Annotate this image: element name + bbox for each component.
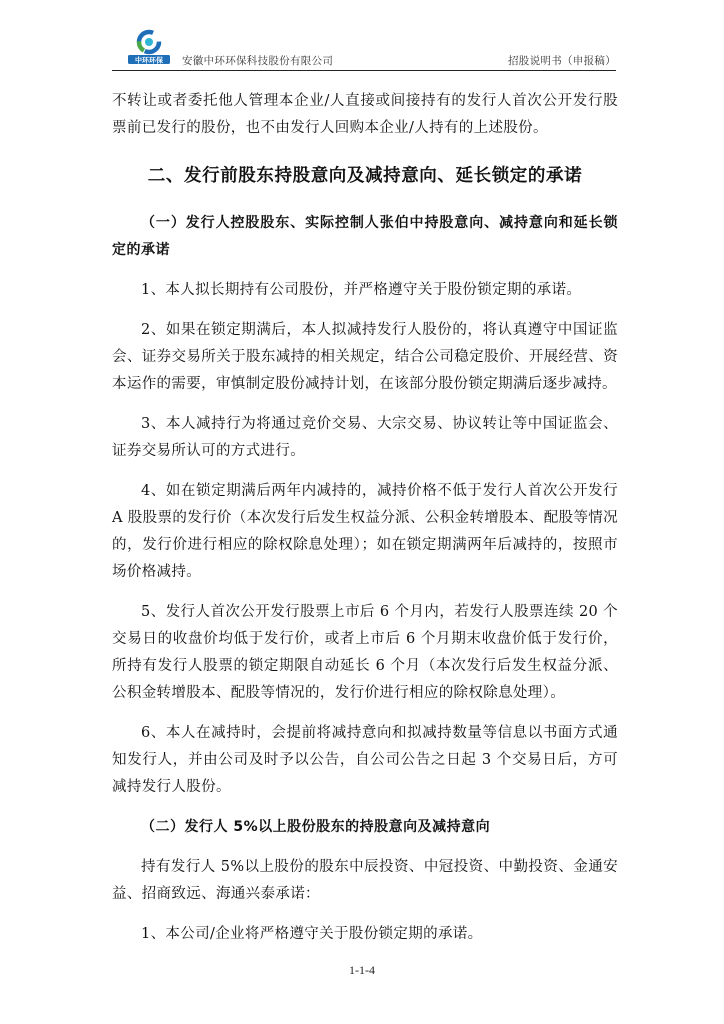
- logo-text: 中环环保: [135, 56, 163, 65]
- commitment-item-4: 4、如在锁定期满后两年内减持的，减持价格不低于发行人首次公开发行 A 股股票的发行价（本次发行后发生权益分派、公积金转增股本、配股等情况的，发行价进行相应的除权除息处理）；如在锁定期满两年后减持的，按照市场价格减持。: [112, 483, 618, 580]
- company-name: 安徽中环环保科技股份有限公司: [182, 55, 334, 67]
- commitment-item-6: 6、本人在减持时，会提前将减持意向和拟减持数量等信息以书面方式通知发行人，并由公司及时予以公告，自公司公告之日起 3 个交易日后，方可减持发行人股份。: [112, 725, 618, 795]
- shareholder-commitment-1: 1、本公司/企业将严格遵守关于股份锁定期的承诺。: [141, 926, 483, 942]
- page-header: [112, 26, 616, 71]
- page-body: [112, 88, 618, 961]
- commitment-item-3: 3、本人减持行为将通过竞价交易、大宗交易、协议转让等中国证监会、证券交易所认可的方式进行。: [112, 416, 618, 459]
- commitment-item-1: 1、本人拟长期持有公司股份，并严格遵守关于股份锁定期的承诺。: [141, 282, 582, 298]
- paragraph-continued: 不转让或者委托他人管理本企业/人直接或间接持有的发行人首次公开发行股票前已发行的股份，也不由发行人回购本企业/人持有的上述股份。: [112, 93, 618, 136]
- commitment-item-5: 5、发行人首次公开发行股票上市后 6 个月内，若发行人股票连续 20 个交易日的收盘价均低于发行价，或者上市后 6 个月期末收盘价低于发行价，所持有发行人股票的锁定期限自动延长 6 个月（本次发行后发生权益分派、公积金转增股本、配股等情况的，发行价进行相应的除权除息处理）。: [112, 604, 618, 701]
- commitment-item-2: 2、如果在锁定期满后，本人拟减持发行人股份的，将认真遵守中国证监会、证券交易所关于股东减持的相关规定，结合公司稳定股价、开展经营、资本运作的需要，审慎制定股份减持计划，在该部分股份锁定期满后逐步减持。: [112, 322, 618, 392]
- subsection-title-2: （二）发行人 5%以上股份股东的持股意向及减持意向: [141, 819, 491, 835]
- document-type: 招股说明书（申报稿）: [508, 55, 616, 67]
- shareholders-paragraph: 持有发行人 5%以上股份的股东中辰投资、中冠投资、中勤投资、金通安益、招商致远、海通兴泰承诺：: [112, 859, 618, 902]
- page-number: 1-1-4: [349, 963, 375, 977]
- section-title: 二、发行前股东持股意向及减持意向、延长锁定的承诺: [147, 166, 583, 186]
- company-logo-icon: [126, 28, 172, 66]
- subsection-title-1: （一）发行人控股股东、实际控制人张伯中持股意向、减持意向和延长锁定的承诺: [112, 215, 618, 258]
